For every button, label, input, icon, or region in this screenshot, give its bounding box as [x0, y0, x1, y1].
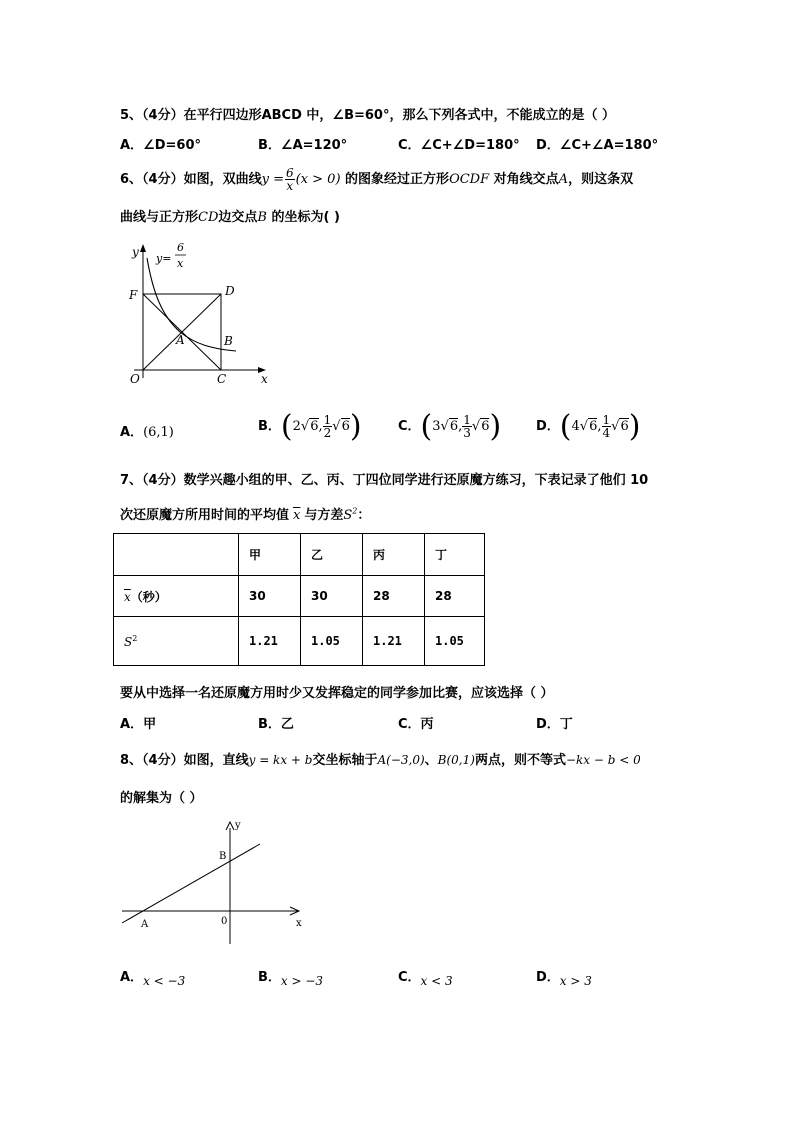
q6-tail: ，则这条双	[568, 172, 634, 187]
option-value: ∠C+∠D=180°	[420, 138, 520, 153]
table-cell: 1.21	[239, 617, 301, 666]
option-label: B．	[258, 970, 281, 985]
option-value: 乙	[280, 717, 294, 732]
option-value: ∠A=120°	[280, 138, 348, 153]
q8-prefix: 8、（4分）如图，直线	[120, 753, 249, 768]
label-b: B	[224, 334, 233, 348]
q7-option-b[interactable]	[258, 713, 294, 732]
table-header-cell: 甲	[239, 534, 301, 576]
q6-option-a[interactable]	[120, 421, 174, 440]
table-row	[114, 576, 485, 617]
curve-label-den: x	[177, 257, 184, 270]
q6-prefix: 6、（4分）如图，双曲线	[120, 172, 262, 187]
q8-mid: 交坐标轴于	[312, 753, 378, 768]
option-value: x > −3	[280, 974, 324, 988]
q6-line2-a: 曲线与正方形	[120, 210, 199, 225]
q8-inequality: −kx − b < 0	[565, 753, 641, 767]
label-x: x	[296, 918, 302, 929]
q5-stem: 5、（4分）在平行四边形ABCD 中，∠B=60°，那么下列各式中，不能成立的是（ ）	[120, 108, 615, 123]
q7-xbar: $\overline{x}$	[293, 508, 301, 523]
option-value: ∠D=60°	[143, 138, 201, 153]
q6-option-d[interactable]: D．(4√6, $\frac{1}{4}$ √6)	[536, 408, 641, 444]
q5-option-a[interactable]	[120, 134, 201, 153]
table-header-row	[114, 534, 485, 576]
option-label: B．	[258, 419, 281, 434]
label-y: y	[235, 820, 241, 831]
q5-option-c[interactable]	[398, 134, 520, 153]
option-label: B．	[258, 138, 281, 153]
q7-line2-a: 次还原魔方所用时间的平均值	[120, 508, 290, 523]
option-label: C．	[398, 717, 421, 732]
option-value: x > 3	[559, 974, 592, 988]
table-cell: 30	[301, 576, 363, 617]
option-label: B．	[258, 717, 281, 732]
hyperbola-curve	[147, 258, 236, 351]
q8-stem-line1	[120, 749, 641, 768]
q6-func-fraction: $\frac{6}{x}$	[285, 166, 294, 193]
option-label: D．	[536, 717, 560, 732]
q8-stem-line2: 的解集为（ ）	[120, 791, 203, 806]
q6-func-y: y =	[261, 172, 284, 187]
q6-side: CD	[198, 210, 219, 225]
table-cell: 1.05	[425, 617, 485, 666]
q6-option-c[interactable]: C．(3√6, $\frac{1}{3}$ √6)	[398, 408, 502, 444]
y-axis-arrow	[140, 244, 146, 252]
table-cell: 30	[239, 576, 301, 617]
option-label: A．	[120, 138, 144, 153]
q7-option-c[interactable]	[398, 713, 434, 732]
q7-stem-line1: 7、（4分）数学兴趣小组的甲、乙、丙、丁四位同学进行还原魔方练习，下表记录了他们 10	[120, 473, 649, 488]
q7-data-table	[113, 533, 485, 666]
q6-stem-line2	[120, 206, 340, 225]
q6-line2-b: 边交点	[218, 210, 258, 225]
option-value: x < −3	[143, 974, 186, 988]
q6-option-b[interactable]: B．(2√6, $\frac{1}{2}$ √6)	[258, 408, 362, 444]
q7-line2-b: 与方差	[304, 508, 344, 523]
option-label: D．	[536, 970, 560, 985]
q5-option-d[interactable]	[536, 134, 658, 153]
q8-option-d[interactable]	[536, 966, 592, 988]
q6-func-cond: (x > 0)	[295, 172, 341, 187]
label-d: D	[225, 284, 235, 298]
table-cell: 28	[363, 576, 425, 617]
label-a: A	[176, 333, 185, 347]
q8-sep: 、	[424, 753, 438, 768]
label-y: y	[132, 245, 139, 259]
q8-option-b[interactable]	[258, 966, 324, 988]
table-header-cell: 丙	[363, 534, 425, 576]
option-value: 丁	[559, 717, 573, 732]
label-b: B	[219, 851, 227, 862]
q6-point-a: A	[558, 172, 569, 187]
option-label: C．	[398, 970, 421, 985]
option-value: x < 3	[420, 974, 453, 988]
option-label: A．	[120, 425, 144, 440]
option-label: D．	[536, 138, 560, 153]
q8-point-b: B(0,1)	[437, 753, 475, 767]
q8-equation: y = kx + b	[248, 753, 313, 767]
q7-s2: $S^2$	[343, 506, 358, 523]
table-cell: 1.21	[363, 617, 425, 666]
q5-option-b[interactable]	[258, 134, 347, 153]
table-header-cell: 乙	[301, 534, 363, 576]
q6-mid1: 的图象经过正方形	[345, 172, 450, 187]
curve-label-num: 6	[177, 241, 184, 254]
label-o: 0	[221, 916, 228, 927]
q6-point-b: B	[257, 210, 267, 225]
q6-line2-c: 的坐标为( )	[271, 210, 340, 225]
option-value: 甲	[143, 717, 157, 732]
q7-line2-c: ：	[357, 508, 371, 523]
table-cell: 28	[425, 576, 485, 617]
table-cell: 1.05	[301, 617, 363, 666]
table-header-cell	[114, 534, 239, 576]
table-row-label: $S^2$	[114, 617, 239, 666]
label-x: x	[261, 372, 268, 386]
q6-figure	[120, 238, 270, 388]
label-c: C	[217, 372, 227, 386]
q8-option-c[interactable]	[398, 966, 453, 988]
table-header-cell: 丁	[425, 534, 485, 576]
option-value: (6,1)	[143, 425, 174, 440]
table-row	[114, 617, 485, 666]
q8-mid2: 两点，则不等式	[474, 753, 566, 768]
option-value: 丙	[420, 717, 434, 732]
curve-label-y: y=	[156, 252, 172, 265]
option-label: D．	[536, 419, 560, 434]
q8-figure	[118, 818, 308, 948]
q6-mid2: 对角线交点	[493, 172, 559, 187]
option-label: C．	[398, 419, 421, 434]
q8-option-a[interactable]	[120, 966, 186, 988]
option-value: ∠C+∠A=180°	[559, 138, 659, 153]
q6-stem-line1	[120, 160, 633, 200]
option-label: A．	[120, 970, 144, 985]
q7-option-d[interactable]	[536, 713, 573, 732]
q7-stem-line2	[120, 504, 370, 523]
table-row-label: $\overline{x}$（秒）	[114, 576, 239, 617]
q8-point-a: A(−3,0)	[377, 753, 425, 767]
q7-option-a[interactable]	[120, 713, 156, 732]
option-label: A．	[120, 717, 144, 732]
q6-square-name: OCDF	[449, 172, 490, 187]
label-a: A	[141, 919, 149, 930]
option-label: C．	[398, 138, 421, 153]
label-f: F	[129, 288, 138, 302]
label-o: O	[130, 372, 140, 386]
q7-question: 要从中选择一名还原魔方用时少又发挥稳定的同学参加比赛，应该选择（ ）	[120, 686, 554, 701]
